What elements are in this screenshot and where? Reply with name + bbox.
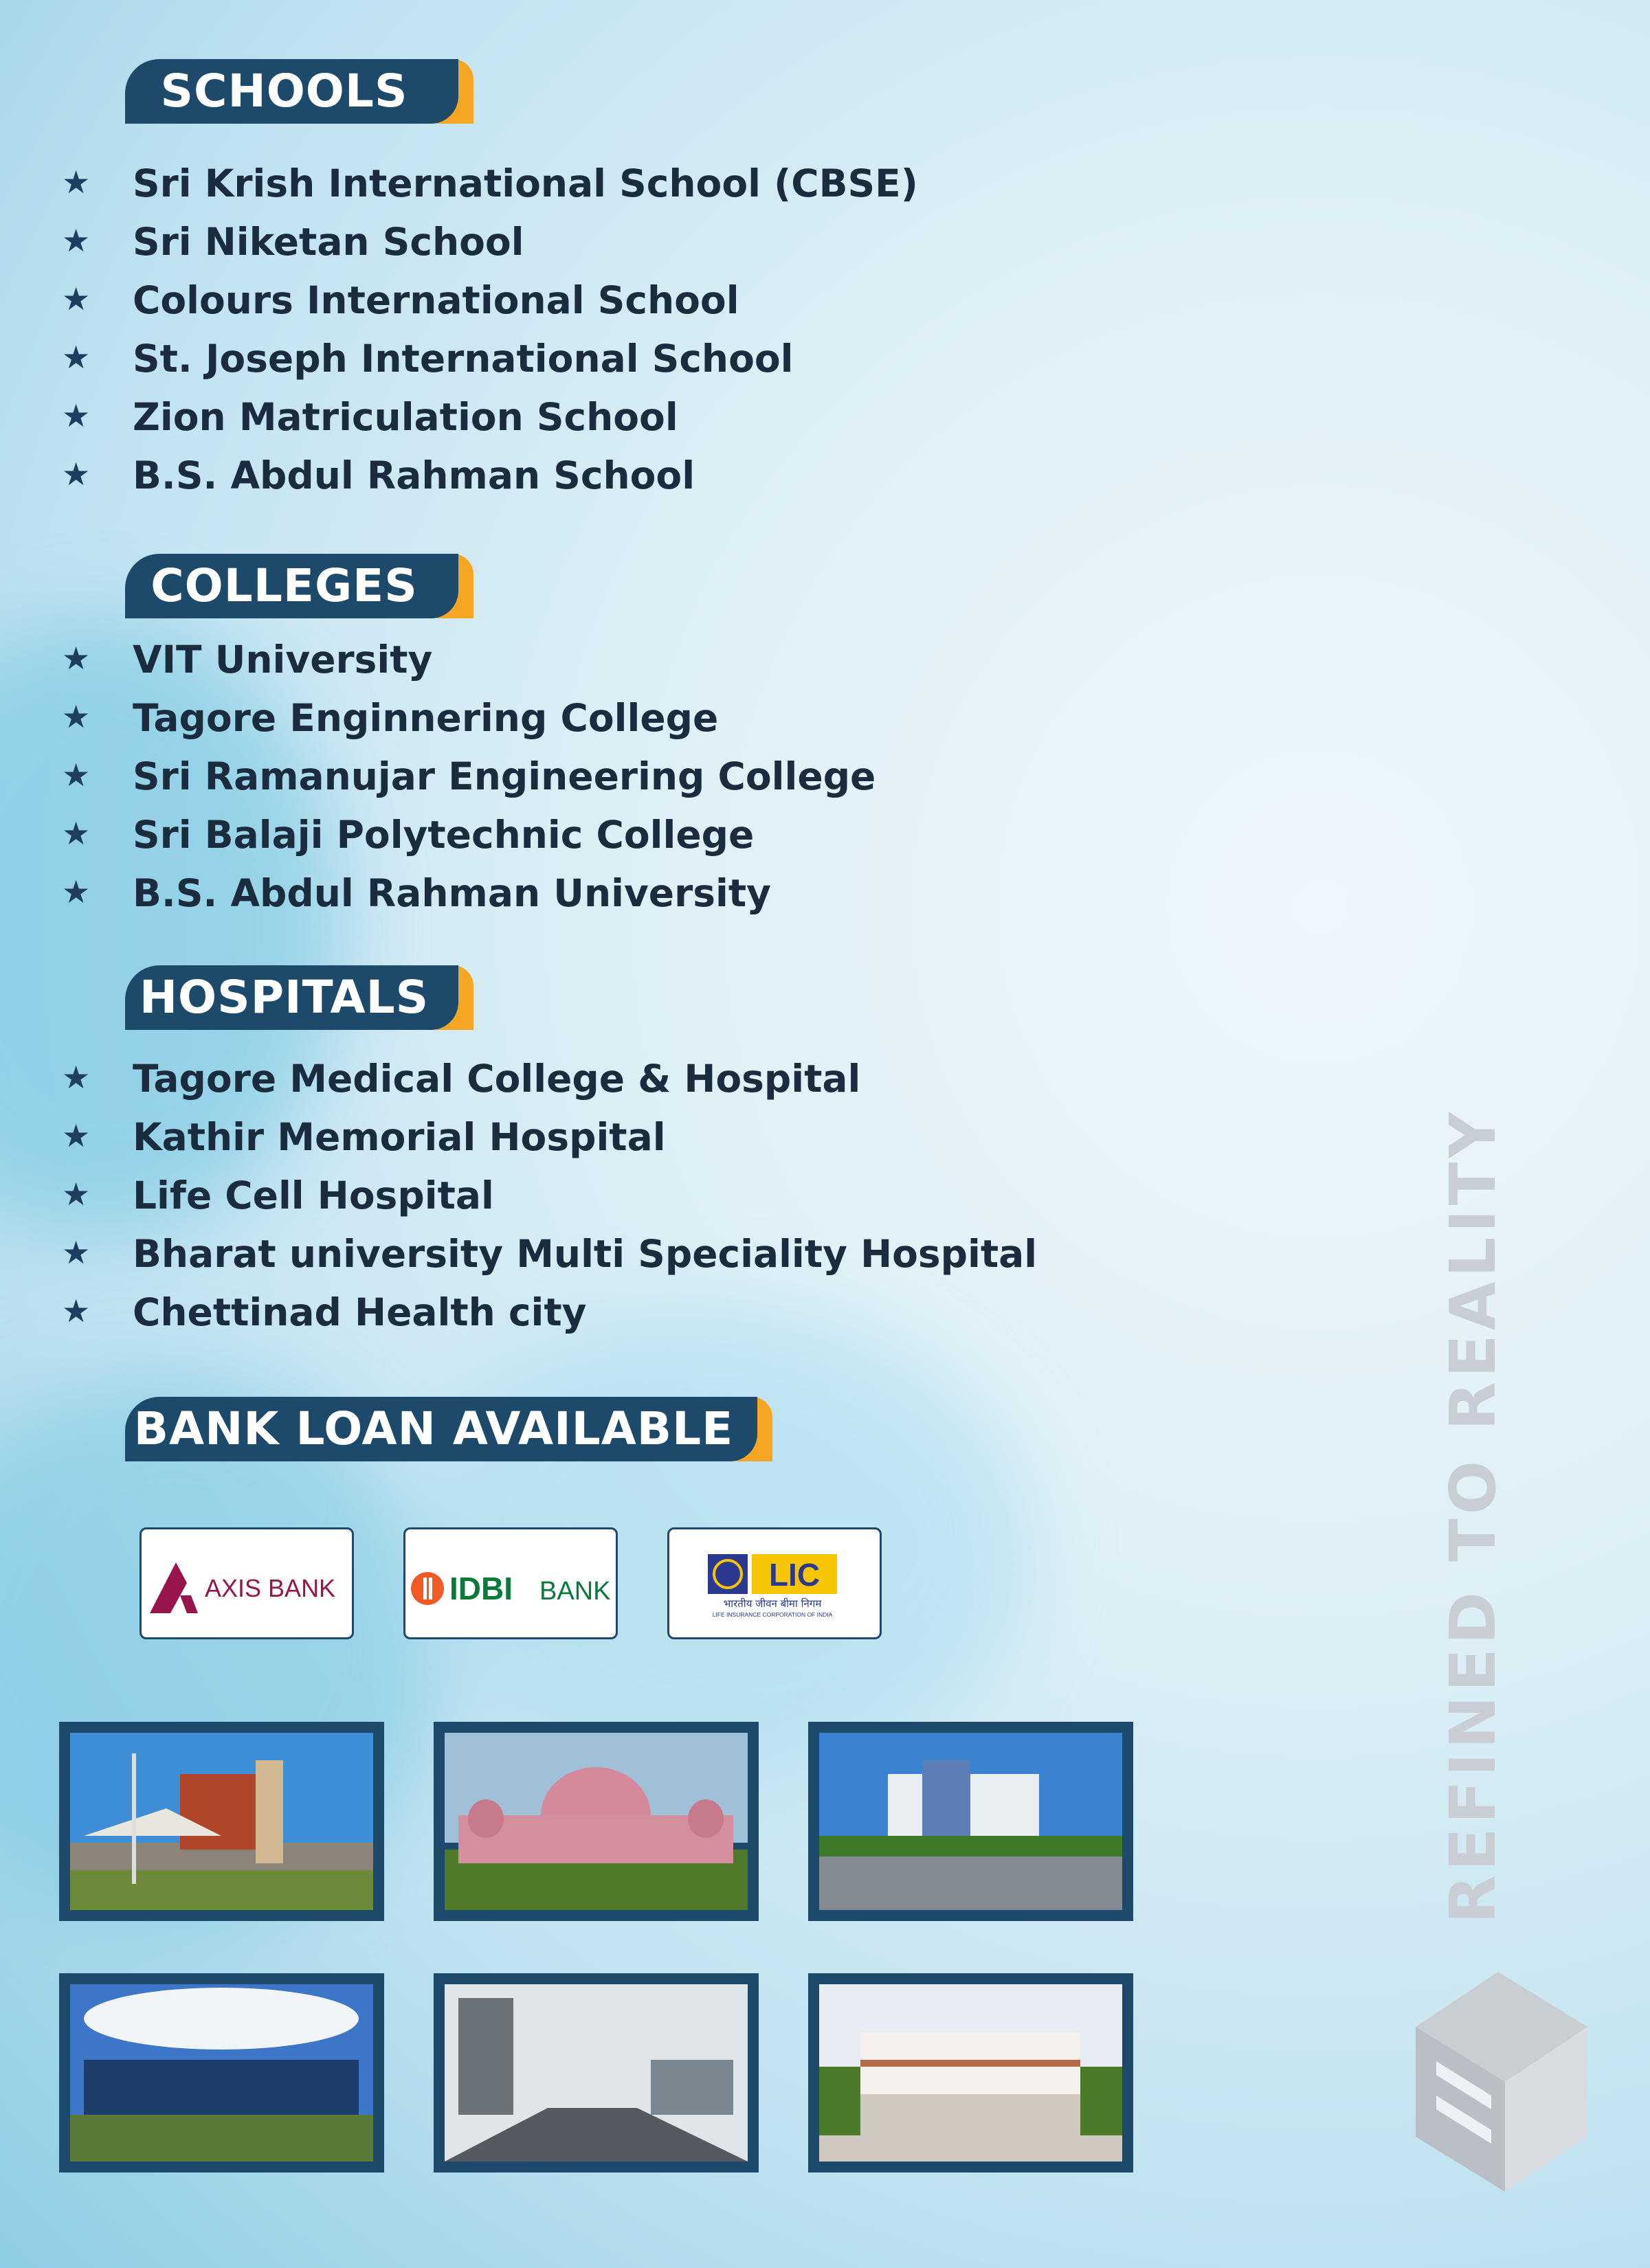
lic-name: LIC xyxy=(768,1557,821,1593)
photo-modern-campus xyxy=(808,1722,1133,1921)
list-item-label: Life Cell Hospital xyxy=(133,1174,494,1217)
list-item-label: Sri Ramanujar Engineering College xyxy=(133,754,876,798)
star-icon: ★ xyxy=(62,339,91,376)
photo-pink-palace xyxy=(434,1722,759,1921)
list-item-label: St. Joseph International School xyxy=(133,337,794,381)
idbi-sub: BANK xyxy=(539,1577,611,1606)
list-item-label: Zion Matriculation School xyxy=(133,395,678,439)
star-icon: ★ xyxy=(62,222,91,259)
star-icon: ★ xyxy=(62,1292,91,1329)
list-item-label: VIT University xyxy=(133,638,433,682)
colleges-title: COLLEGES xyxy=(150,559,418,612)
lic-logo-icon xyxy=(669,1529,880,1637)
star-icon: ★ xyxy=(62,1176,91,1213)
axis-bank-name: AXIS BANK xyxy=(205,1574,336,1602)
star-icon: ★ xyxy=(62,280,91,317)
axis-logo-icon xyxy=(142,1529,352,1637)
photo-glass-building xyxy=(59,1973,384,2172)
list-item-label: B.S. Abdul Rahman University xyxy=(133,871,771,915)
star-icon: ★ xyxy=(62,1234,91,1271)
axis-bank-logo xyxy=(140,1527,354,1639)
schools-title: SCHOOLS xyxy=(160,65,408,117)
star-icon: ★ xyxy=(62,873,91,910)
list-item-label: Tagore Medical College & Hospital xyxy=(133,1057,861,1101)
lic-logo xyxy=(667,1527,882,1639)
list-item-label: Colours International School xyxy=(133,278,739,322)
lic-hindi: भारतीय जीवन बीमा निगम xyxy=(723,1597,822,1610)
star-icon: ★ xyxy=(62,815,91,852)
lic-sub: LIFE INSURANCE CORPORATION OF INDIA xyxy=(712,1611,833,1618)
star-icon: ★ xyxy=(62,698,91,735)
hospitals-header xyxy=(125,965,458,1030)
star-icon: ★ xyxy=(62,1059,91,1096)
star-icon: ★ xyxy=(62,1117,91,1154)
list-item-label: Sri Balaji Polytechnic College xyxy=(133,813,755,857)
idbi-name: IDBI xyxy=(449,1571,513,1606)
star-icon: ★ xyxy=(62,397,91,434)
bank-header xyxy=(125,1397,757,1461)
idbi-logo-icon xyxy=(405,1529,616,1637)
photo-city-road xyxy=(434,1973,759,2172)
brand-logo-icon xyxy=(1416,1972,1587,2192)
star-icon: ★ xyxy=(62,640,91,677)
list-item-label: Bharat university Multi Speciality Hospital xyxy=(133,1232,1038,1276)
list-item-label: Kathir Memorial Hospital xyxy=(133,1115,666,1159)
star-icon: ★ xyxy=(62,164,91,201)
list-item-label: Chettinad Health city xyxy=(133,1290,587,1334)
schools-header xyxy=(125,59,458,124)
star-icon: ★ xyxy=(62,756,91,794)
list-item-label: Sri Krish International School (CBSE) xyxy=(133,161,918,205)
photo-vit-campus xyxy=(59,1722,384,1921)
list-item-label: B.S. Abdul Rahman School xyxy=(133,453,695,497)
brand-tagline: REFINED TO REALITY xyxy=(1436,1108,1510,1924)
star-icon: ★ xyxy=(62,456,91,493)
list-item-label: Sri Niketan School xyxy=(133,220,524,264)
colleges-header xyxy=(125,554,458,618)
photo-college-gate xyxy=(808,1973,1133,2172)
list-item-label: Tagore Enginnering College xyxy=(133,696,719,740)
hospitals-title: HOSPITALS xyxy=(139,971,430,1024)
idbi-bank-logo xyxy=(403,1527,618,1639)
bank-title: BANK LOAN AVAILABLE xyxy=(133,1402,734,1455)
